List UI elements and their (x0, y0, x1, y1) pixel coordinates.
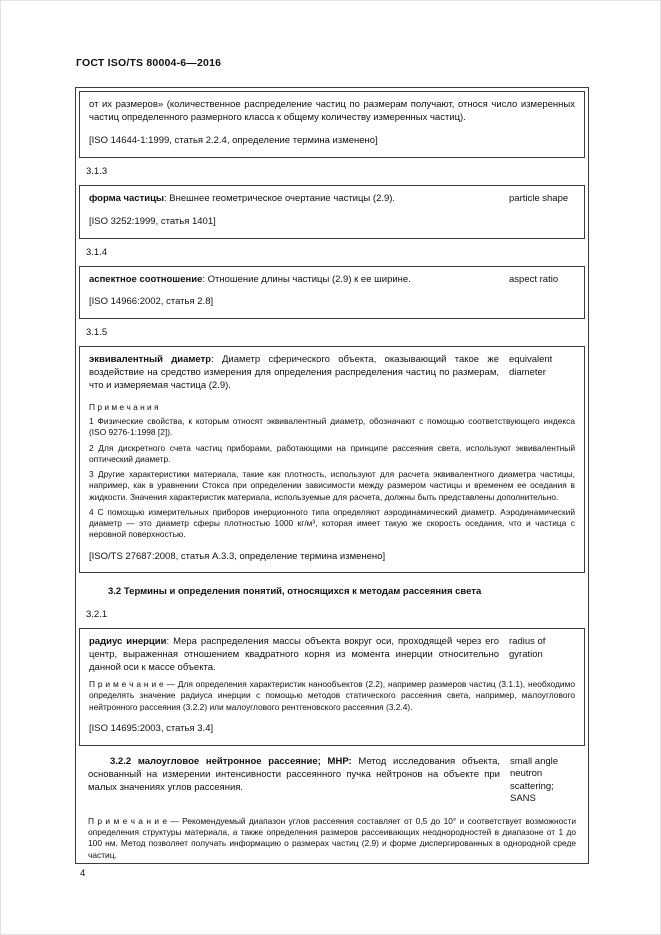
note (88, 816, 576, 861)
entry-3-2-2 (79, 750, 585, 861)
definition-main-column (89, 193, 499, 206)
definition-text (89, 354, 499, 393)
note-label: П р и м е ч а н и е (89, 679, 164, 690)
definition-row (88, 756, 576, 806)
source-reference: [ISO 3252:1999, статья 1401] (89, 215, 216, 227)
definition-row (89, 354, 575, 393)
definition-main-column (89, 636, 499, 675)
definition-body: : Мера распределения массы объекта вокруг оси, проходящей через его центр, выраженная отношением квадратного корня из момента инерции относительно данной оси к массе объекта. (89, 636, 499, 674)
notes-label: П р и м е ч а н и я (89, 402, 159, 413)
term-en: radius of gyration (509, 636, 546, 660)
definition-row (89, 636, 575, 675)
definition-text (89, 274, 499, 287)
definition-box-continuation (79, 91, 585, 158)
note-3: 3 Другие характеристики материала, такие как плотность, используют для расчета эквивалентного диаметра частицы, например, как в уравнении Стокса при определении зависимости между размером частицы и временем ее оседания в жидкости. Значения характеристик материала, используемые для расчета, должны быть представлены дополнительно. (89, 469, 575, 502)
definition-body: : Отношение длины частицы (2.9) к ее ширине. (202, 273, 411, 285)
term-ru: радиус инерции (89, 636, 167, 648)
source-reference: [ISO 14695:2003, статья 3.4] (89, 722, 214, 734)
content-frame (75, 87, 589, 864)
definition-main-column (89, 354, 499, 393)
term-en: particle shape (509, 192, 569, 204)
source-reference: [ISO 14966:2002, статья 2.8] (89, 296, 214, 308)
definition-text (88, 756, 500, 795)
definition-row (89, 193, 575, 206)
term-ru: аспектное соотношение (89, 273, 203, 285)
definition-body: : Диаметр сферического объекта, оказывающий такое же воздействие на средство измерения для определения распределения частиц по размерам, что и измеряемая частица (2.9). (89, 354, 499, 392)
note-text: — Рекомендуемый диапазон углов рассеяния составляет от 0,5 до 10° и соответствует возможности определения структуры материала, а также определения размеров рассеивающих неоднородностей в диапазоне от 1 до 100 нм. Метод позволяет получать информацию о размерах частиц (2.9) и форме диспергированных в однородной среде частиц. (88, 815, 576, 860)
note-1: 1 Физические свойства, к которым относят эквивалентный диаметр, обозначают с помощью соответствующего индекса (ISO 9276-1:1998 [2]). (89, 416, 575, 438)
section-number-3-1-3: 3.1.3 (86, 165, 108, 177)
definition-text: от их размеров» (количественное распределение частиц по размерам получают, относя число измеренных частиц определенного размерного класса к общему количеству измеренных частиц). (89, 99, 575, 123)
section-number-3-2-1: 3.2.1 (86, 609, 108, 621)
subsection-heading-3-2: 3.2 Термины и определения понятий, относящихся к методам рассеяния света (108, 586, 482, 598)
note (89, 679, 575, 713)
term-ru: форма частицы (89, 192, 165, 204)
definition-body: Метод исследования объекта, основанный на измерении интенсивности рассеянного пучка нейтронов на объекте при малых значениях углов рассеяния. (88, 755, 500, 793)
definition-box-equivalent-diameter (79, 346, 585, 573)
definition-main-column (89, 274, 499, 287)
term-ru: 3.2.2 малоугловое нейтронное рассеяние; МНР: (110, 755, 352, 767)
term-en: equivalent diameter (509, 354, 553, 378)
page-number: 4 (80, 868, 86, 879)
standard-designation: ГОСТ ISO/TS 80004-6—2016 (76, 57, 222, 69)
definition-body: : Внешнее геометрическое очертание частицы (2.9). (164, 192, 396, 204)
section-number-3-1-5: 3.1.5 (86, 327, 108, 339)
document-header (76, 57, 221, 69)
definition-row (89, 274, 575, 287)
definition-box-aspect-ratio (79, 266, 585, 320)
note-4: 4 С помощью измерительных приборов инерционного типа определяют аэродинамический диаметр. Аэродинамический диаметр — это диаметр сферы плотностью 1000 кг/м³, которая имеет такую же скорость оседания, что и частица с неровной поверхностью. (89, 506, 575, 540)
source-reference: [ISO/TS 27687:2008, статья А.3.3, определение термина изменено] (89, 550, 386, 562)
definition-main-column (88, 756, 500, 806)
note-2: 2 Для дискретного счета частиц приборами, работающими на принципе рассеяния света, используют эквивалентный оптический диаметр. (89, 442, 575, 464)
term-en: aspect ratio (509, 273, 559, 285)
definition-box-radius-of-gyration (79, 628, 585, 745)
section-number-3-1-4: 3.1.4 (86, 246, 108, 258)
note-text: — Для определения характеристик нанообъектов (2.2), например размеров частиц (3.1.1), необходимо определять значение радиуса инерции с помощью методов статического рассеяния света, например, малоуглового нейтронного рассеяния (3.2.2) или малоуглового рентгеновского рассеяния (3.2.4). (89, 679, 575, 712)
definition-box-particle-shape (79, 185, 585, 239)
definition-text (89, 193, 499, 206)
term-ru: эквивалентный диаметр (89, 354, 212, 366)
note-label: П р и м е ч а н и е (88, 815, 168, 826)
source-reference: [ISO 14644-1:1999, статья 2.2.4, определение термина изменено] (89, 134, 378, 146)
definition-text (89, 636, 499, 675)
term-en: small angle neutron scattering; SANS (510, 755, 559, 805)
